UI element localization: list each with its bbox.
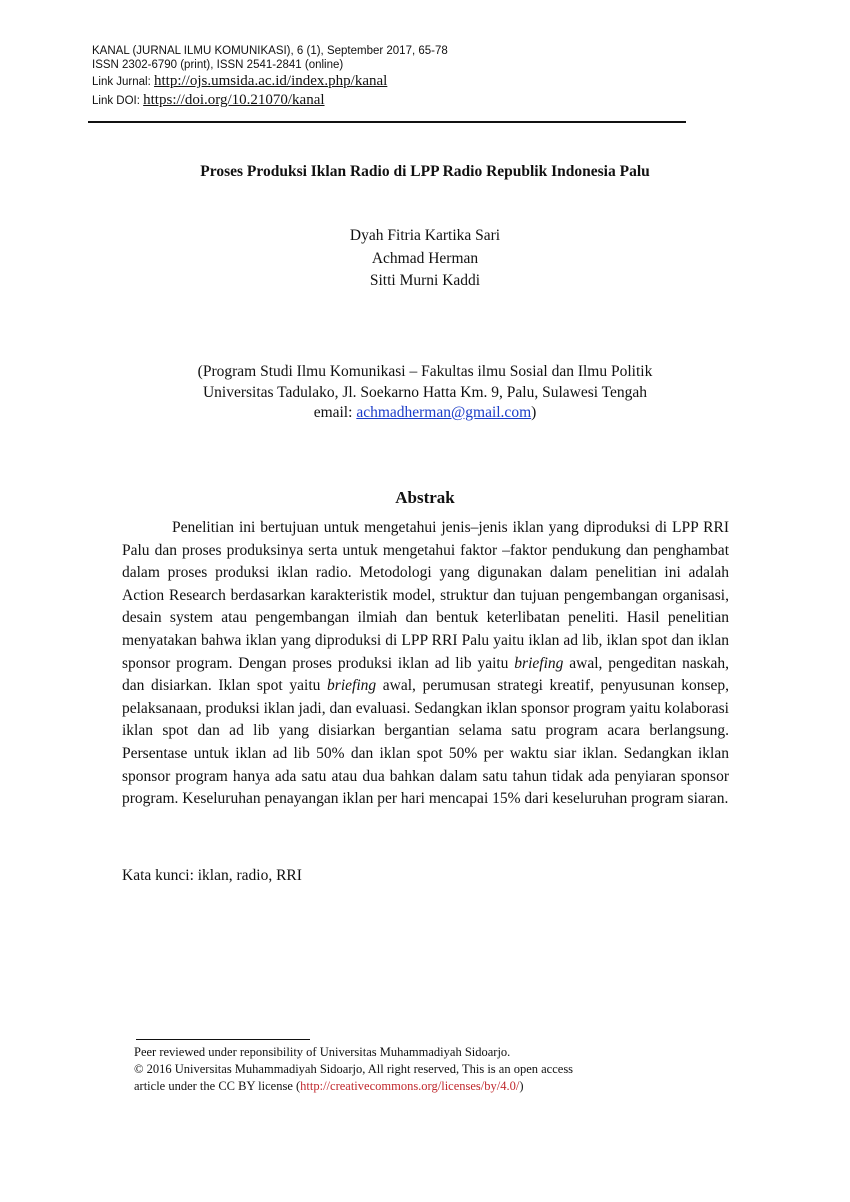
link-doi-url[interactable]: https://doi.org/10.21070/kanal (143, 92, 325, 108)
affiliation (0, 362, 850, 424)
footnote-divider (136, 1039, 310, 1040)
author-name: Dyah Fitria Kartika Sari (349, 227, 501, 244)
link-doi-row (92, 91, 692, 110)
author-name: Sitti Murni Kaddi (369, 272, 481, 289)
journal-citation: KANAL (JURNAL ILMU KOMUNIKASI), 6 (1), September 2017, 65-78 (92, 45, 448, 57)
header-divider (88, 121, 686, 123)
email-line (0, 403, 850, 424)
link-jurnal-label: Link Jurnal: (92, 76, 155, 88)
issn-line: ISSN 2302-6790 (print), ISSN 2541-2841 (online) (92, 59, 344, 71)
affiliation-line: Universitas Tadulako, Jl. Soekarno Hatta Km. 9, Palu, Sulawesi Tengah (202, 383, 648, 401)
abstract-body (122, 517, 729, 811)
paper-title: Proses Produksi Iklan Radio di LPP Radio Republik Indonesia Palu (200, 163, 650, 180)
abstract-heading: Abstrak (395, 488, 455, 507)
license-link[interactable]: http://creativecommons.org/licenses/by/4.0/ (300, 1079, 520, 1093)
footnote-line: © 2016 Universitas Muhammadiyah Sidoarjo, All right reserved, This is an open access (134, 1062, 574, 1076)
affiliation-close: ) (531, 404, 537, 421)
link-doi-label: Link DOI: (92, 95, 144, 107)
abstract-italic: briefing (327, 677, 377, 695)
link-jurnal-row (92, 72, 692, 91)
abstract-text: Penelitian ini bertujuan untuk mengetahui jenis–jenis iklan yang diproduksi di LPP RRI Palu dan proses produksinya serta untuk mengetahui faktor –faktor pendukung dan penghambat dalam proses produksi iklan radio. Metodologi yang digunakan dalam penelitian ini adalah Action Research berdasarkan karakteristik model, struktur dan tujuan pengembangan organisasi, desain system atau pengembangan ilmiah dan bentuk keterlibatan peneliti. Hasil penelitian menyatakan bahwa iklan yang diproduksi di LPP RRI Palu yaitu iklan ad lib, iklan spot dan iklan sponsor program. Dengan proses produksi iklan ad lib yaitu (122, 519, 729, 672)
email-link[interactable]: achmadherman@gmail.com (356, 404, 532, 421)
abstract-text: awal, perumusan strategi kreatif, penyusunan konsep, pelaksanaan, produksi iklan jadi, dan evaluasi. Sedangkan iklan sponsor program yaitu kolaborasi iklan spot dan ad lib yang disiarkan bergantian selama satu program acara berlangsung. Persentase untuk iklan ad lib 50% dan iklan spot 50% per waktu siar iklan. Sedangkan iklan sponsor program hanya ada satu atau dua bahkan dalam satu tahun tidak ada penyiaran sponsor program. Keseluruhan penayangan iklan per hari mencapai 15% dari keseluruhan program siaran. (122, 677, 730, 808)
author-name: Achmad Herman (371, 249, 479, 267)
affiliation-line: (Program Studi Ilmu Komunikasi – Fakultas ilmu Sosial dan Ilmu Politik (197, 363, 653, 380)
email-label: email: (313, 404, 357, 421)
footnote-text: article under the CC BY license ( (134, 1079, 301, 1093)
journal-header (92, 44, 692, 110)
footnote (134, 1044, 694, 1095)
abstract-italic: briefing (514, 654, 564, 672)
footnote-line: Peer reviewed under reponsibility of Universitas Muhammadiyah Sidoarjo. (134, 1045, 511, 1059)
link-jurnal-url[interactable]: http://ojs.umsida.ac.id/index.php/kanal (154, 73, 388, 89)
author-list (0, 225, 850, 293)
keywords: Kata kunci: iklan, radio, RRI (122, 867, 302, 884)
footnote-line (134, 1078, 694, 1095)
footnote-text: ) (519, 1079, 524, 1093)
abstract-text: awal, pengeditan naskah, dan disiarkan. Iklan spot yaitu (122, 654, 729, 695)
